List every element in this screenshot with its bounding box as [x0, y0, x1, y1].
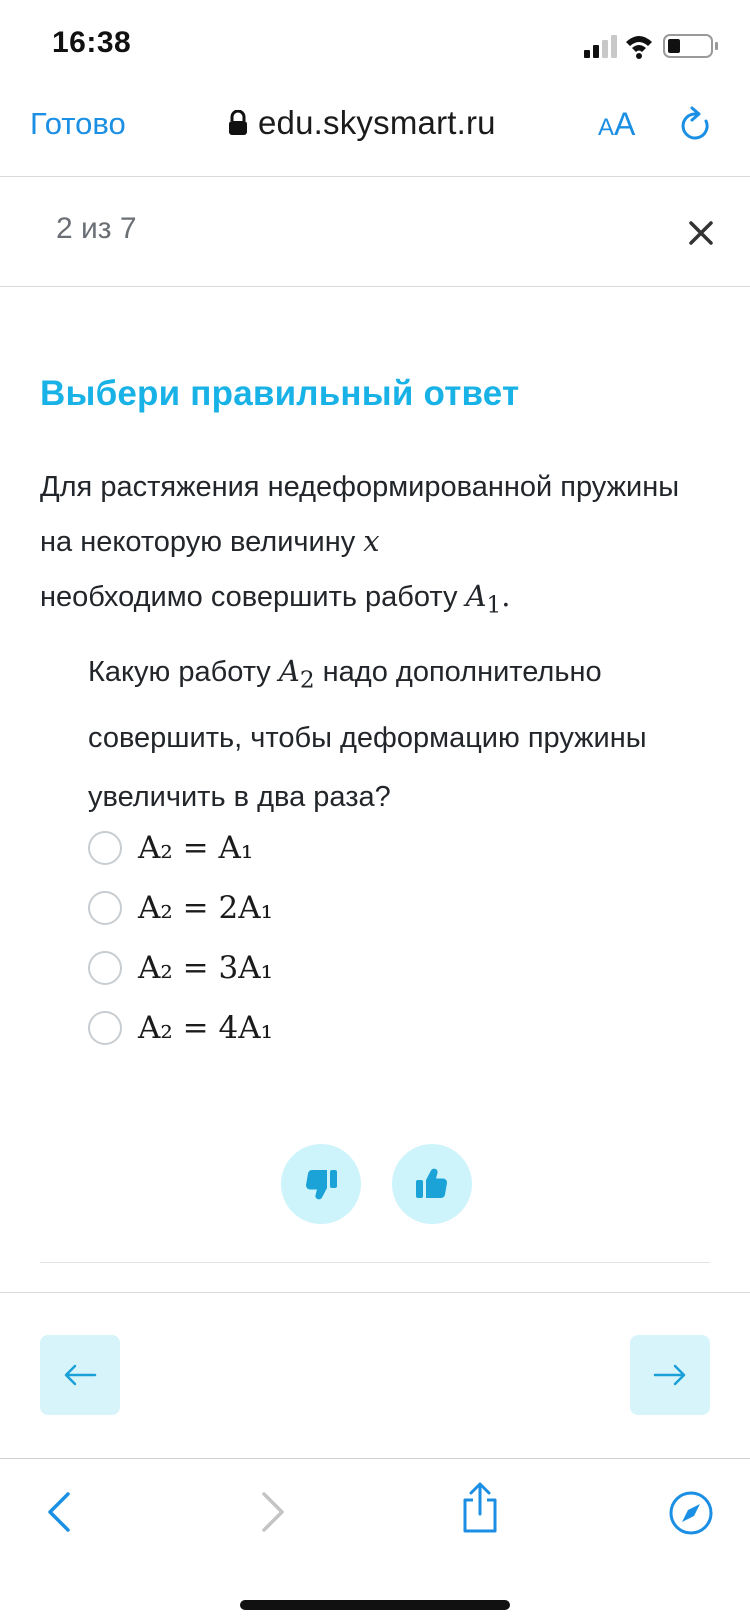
- subscript: 1: [486, 591, 502, 619]
- reload-icon[interactable]: [678, 106, 714, 146]
- divider: [0, 176, 750, 177]
- radio-button[interactable]: [88, 1011, 122, 1045]
- dislike-button[interactable]: [281, 1144, 361, 1224]
- progress-indicator: 2 из 7: [56, 212, 137, 245]
- text-size-large-label: A: [614, 106, 636, 142]
- status-time: 16:38: [52, 26, 132, 59]
- work-symbol: A: [465, 579, 487, 613]
- status-icons: [584, 32, 724, 60]
- option-label: A₂ = 3A₁: [138, 950, 274, 986]
- variable-x: x: [363, 524, 380, 558]
- wifi-icon: [626, 36, 652, 59]
- work-a2: [278, 654, 315, 694]
- divider: [0, 1292, 750, 1293]
- arrow-left-icon: [63, 1363, 97, 1387]
- thumbs-up-icon: [412, 1164, 452, 1204]
- question-text-part: Какую работу: [88, 656, 271, 688]
- like-button[interactable]: [392, 1144, 472, 1224]
- answer-option[interactable]: [88, 938, 273, 998]
- battery-icon: [664, 35, 718, 57]
- work-a1: [465, 579, 502, 619]
- arrow-right-icon: [653, 1363, 687, 1387]
- period: .: [501, 579, 511, 613]
- lock-icon: [228, 110, 248, 136]
- question-prompt: [88, 642, 718, 827]
- subscript: 2: [299, 666, 315, 694]
- answer-option[interactable]: [88, 818, 273, 878]
- url-text: edu.skysmart.ru: [258, 104, 496, 141]
- divider: [0, 286, 750, 287]
- share-icon[interactable]: [460, 1482, 500, 1534]
- address-bar[interactable]: [228, 104, 496, 142]
- done-button[interactable]: Готово: [30, 106, 126, 141]
- back-icon[interactable]: [44, 1490, 74, 1534]
- radio-button[interactable]: [88, 951, 122, 985]
- radio-button[interactable]: [88, 831, 122, 865]
- option-label: A₂ = A₁: [138, 830, 254, 866]
- signal-icon: [584, 35, 617, 58]
- answer-option[interactable]: [88, 878, 273, 938]
- task-title: Выбери правильный ответ: [40, 374, 520, 413]
- question-text-part: необходимо совершить работу: [40, 581, 458, 613]
- close-icon[interactable]: [688, 220, 714, 246]
- work-symbol: A: [278, 654, 300, 688]
- radio-button[interactable]: [88, 891, 122, 925]
- question-text-part: надо дополнительно совершить, чтобы деформацию пружины увеличить в два раза?: [88, 656, 647, 814]
- divider: [40, 1262, 710, 1263]
- option-label: A₂ = 2A₁: [138, 890, 274, 926]
- home-indicator: [240, 1600, 510, 1610]
- compass-icon[interactable]: [668, 1490, 714, 1536]
- text-size-small-label: A: [598, 114, 615, 141]
- question-text-part: Для растяжения недеформированной пружины на некоторую величину: [40, 471, 680, 558]
- thumbs-down-icon: [301, 1164, 341, 1204]
- text-size-button[interactable]: [598, 106, 635, 143]
- forward-icon[interactable]: [258, 1490, 288, 1534]
- answer-options: [88, 818, 273, 1058]
- previous-question-button[interactable]: [40, 1335, 120, 1415]
- option-label: A₂ = 4A₁: [138, 1010, 274, 1046]
- question-text: [40, 460, 710, 632]
- divider: [0, 1458, 750, 1459]
- answer-option[interactable]: [88, 998, 273, 1058]
- next-question-button[interactable]: [630, 1335, 710, 1415]
